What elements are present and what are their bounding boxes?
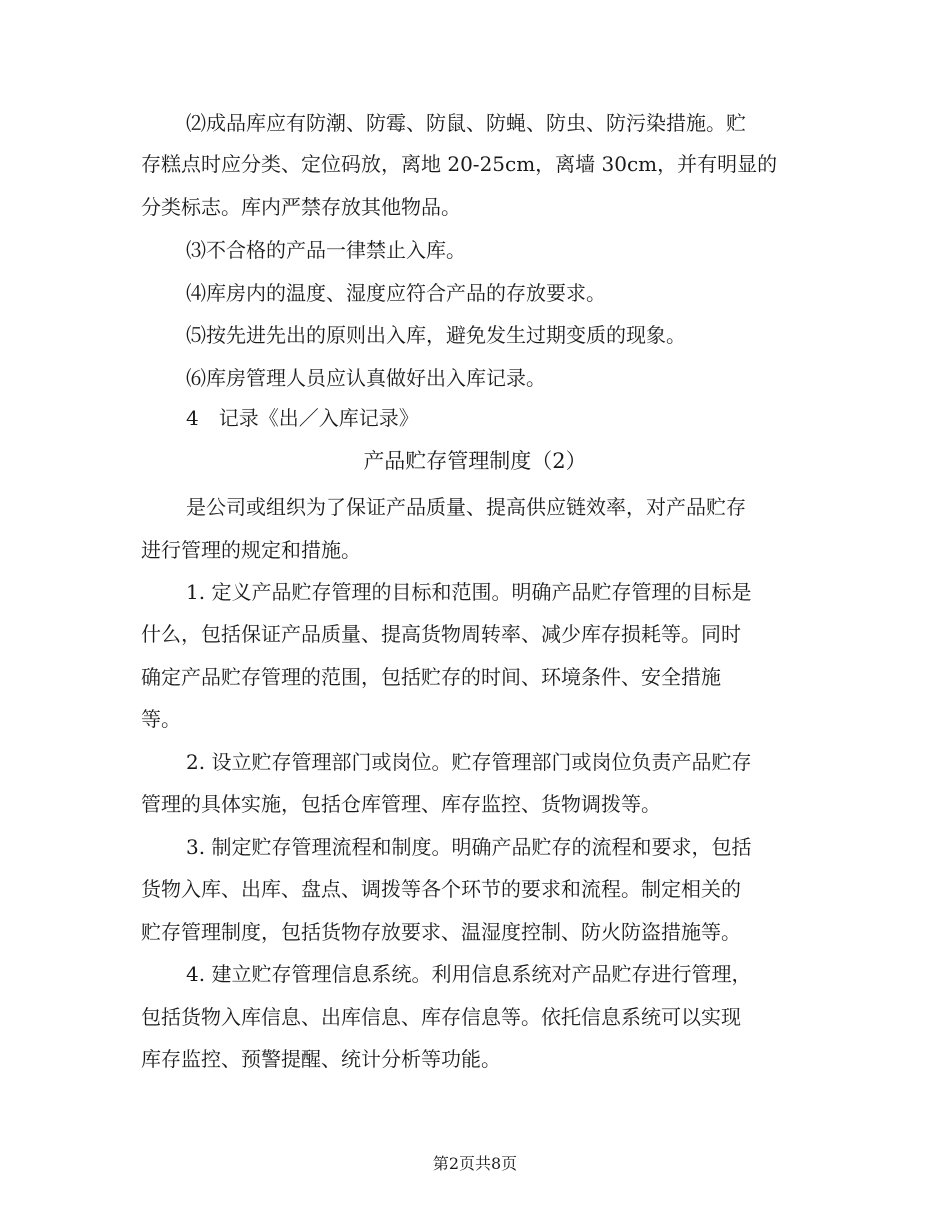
- paragraph-line: 分类标志。库内严禁存放其他物品。: [141, 195, 461, 219]
- section-title: 产品贮存管理制度（2）: [363, 449, 587, 473]
- paragraph-line: 贮存管理制度，包括货物存放要求、温湿度控制、防火防盗措施等。: [141, 920, 741, 944]
- paragraph-line: ⑸按先进先出的原则出入库，避免发生过期变质的现象。: [186, 323, 686, 347]
- paragraph-line: 包括货物入库信息、出库信息、库存信息等。依托信息系统可以实现: [141, 1005, 741, 1029]
- paragraph-line: 货物入库、出库、盘点、调拨等各个环节的要求和流程。制定相关的: [141, 877, 741, 901]
- paragraph-line: 3. 制定贮存管理流程和制度。明确产品贮存的流程和要求，包括: [186, 835, 752, 859]
- paragraph-line: ⑷库房内的温度、湿度应符合产品的存放要求。: [186, 281, 606, 305]
- paragraph-line: ⑶不合格的产品一律禁止入库。: [186, 238, 466, 262]
- paragraph-line: 进行管理的规定和措施。: [141, 538, 361, 562]
- paragraph-line: 4 记录《出／入库记录》: [186, 406, 419, 430]
- paragraph-line: 库存监控、预警提醒、统计分析等功能。: [141, 1047, 501, 1071]
- paragraph-line: 等。: [141, 707, 181, 731]
- paragraph-line: 管理的具体实施，包括仓库管理、库存监控、货物调拨等。: [141, 792, 661, 816]
- paragraph-line: 1. 定义产品贮存管理的目标和范围。明确产品贮存管理的目标是: [186, 580, 752, 604]
- paragraph-line: 4. 建立贮存管理信息系统。利用信息系统对产品贮存进行管理，: [186, 962, 752, 986]
- page-number-footer: 第2页共8页: [432, 1154, 518, 1173]
- paragraph-line: 是公司或组织为了保证产品质量、提高供应链效率，对产品贮存: [186, 495, 746, 519]
- paragraph-line: 2. 设立贮存管理部门或岗位。贮存管理部门或岗位负责产品贮存: [186, 750, 752, 774]
- paragraph-line: ⑵成品库应有防潮、防霉、防鼠、防蝇、防虫、防污染措施。贮: [186, 111, 746, 135]
- paragraph-line: 确定产品贮存管理的范围，包括贮存的时间、环境条件、安全措施: [141, 665, 721, 689]
- paragraph-line: 存糕点时应分类、定位码放，离地 20-25cm，离墙 30cm，并有明显的: [141, 152, 778, 176]
- paragraph-line: ⑹库房管理人员应认真做好出入库记录。: [186, 366, 546, 390]
- paragraph-line: 什么，包括保证产品质量、提高货物周转率、减少库存损耗等。同时: [141, 622, 741, 646]
